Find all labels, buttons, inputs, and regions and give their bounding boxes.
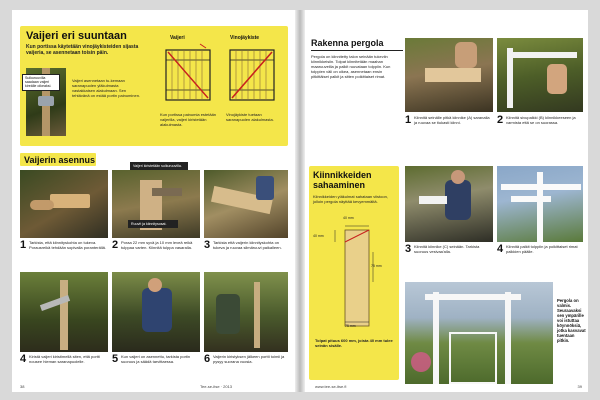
- step3-number: 3: [204, 239, 211, 251]
- callout-text: Vaijeri asennetaan tu-kemaan saranapuolen yläkulmasta vastakkaisen alakulmaan. Sen tehtävänä on estää portin painuminen.: [72, 78, 141, 98]
- left-page: [12, 10, 295, 392]
- right-step2-photo: [497, 38, 583, 112]
- step4-text: Kiristä vaijeri kiristimellä siten, että portti nousee hieman saranapuolelle.: [29, 354, 100, 364]
- step2-text: Poraa 22 mm syvä ja 10 mm leveä reikä tulppaa varten. Kiinnitä tulppa vasaralla.: [121, 240, 193, 250]
- title-rule: [311, 50, 403, 51]
- step3-photo: [204, 170, 288, 238]
- right-step3-photo: [405, 166, 493, 242]
- step1-text: Tarkista, että kiinnityskohta on tukeva. Porausreikä tehdään sopivalla poranterällä.: [29, 240, 106, 250]
- dim-left: 40 mm: [313, 234, 324, 238]
- step5-photo: [112, 272, 200, 352]
- diagram-brace-caption: Vinojäykiste tuetaan saranapuolen alakulmasta.: [226, 112, 274, 122]
- step5-number: 5: [112, 353, 119, 365]
- step6-text: Vaijerin kiristyksen jälkeen portti toimii ja pysyy suorana vuosia.: [213, 354, 285, 364]
- step2-number: 2: [112, 239, 119, 251]
- left-footer-magazine: Tee-se-itse · 2013: [200, 384, 233, 389]
- diagram-brace-label: Vinojäykiste: [230, 35, 260, 41]
- right-page-number: 39: [577, 384, 582, 389]
- right-step2-number: 2: [497, 114, 504, 126]
- right-step4-photo: [497, 166, 583, 242]
- step6-number: 6: [204, 353, 211, 365]
- right-page: [305, 10, 588, 392]
- step6-photo: [204, 272, 288, 352]
- photo-label-tensioner: Vaijeri kiristetään sulkuruuvilla.: [130, 162, 188, 170]
- step5-text: Kun vaijeri on asennettu, tarkista portin suoruus ja säädä tarvittaessa.: [121, 354, 191, 364]
- finished-caption: Pergola on valmis. Seuraavaksi sen ympärille voi istuttaa köynnöksiä, jotka kasvavat tuentaan pitkin.: [557, 298, 586, 343]
- step4-photo: [20, 272, 108, 352]
- right-step3-text: Kiinnitä kiinnike (C) seinään. Tarkista suoruus vesivaa'alla.: [414, 244, 480, 254]
- bracket-cutting-text: Kiinnikkeiden yläkulmat sahataan viistoon, jolloin pergola näyttää kevyemmältä.: [313, 194, 388, 204]
- banner-title: Vaijeri eri suuntaan: [26, 30, 127, 42]
- diagram-wire-caption: Kun portissa painumia estetään vaijerilla, vaijeri kiristetään alakulmasta.: [160, 112, 217, 127]
- right-step3-number: 3: [405, 243, 412, 255]
- step1-photo: [20, 170, 108, 238]
- right-step4-number: 4: [497, 243, 504, 255]
- pergola-title: Rakenna pergola: [311, 38, 384, 48]
- dim-mid: 75 mm: [371, 264, 382, 268]
- gate-diagram-brace: [224, 40, 280, 110]
- step3-text: Tarkista että vaijerin kiinnityskohta on tukeva ja ruuvaa silmäruuvi paikalleen.: [213, 240, 282, 250]
- right-step1-number: 1: [405, 114, 412, 126]
- diagram-wire-label: Vaijeri: [170, 35, 185, 41]
- finished-pergola-photo: [405, 282, 553, 384]
- gate-brace-svg: [224, 40, 280, 110]
- tensioner-callout-label: Sulkuruuvilla saadaan vaijeri kireälle oikeaksi.: [22, 74, 60, 91]
- step1-number: 1: [20, 239, 27, 251]
- photo-label-screws: Ruuvit ja kiinnitysosat.: [128, 220, 178, 228]
- bracket-diagram-svg: [325, 222, 389, 332]
- gate-wire-svg: [160, 40, 216, 110]
- banner-lead: Kun portissa käytetään vinojäykisteiden sijasta vaijeria, se asennetaan toisin päin.: [26, 44, 139, 56]
- bracket-cutting-title: Kiinnikkeiden sahaaminen: [313, 170, 372, 190]
- pergola-intro: Pergola on kiinnitetty talon seinään tukeviin kiinnikkeisiin. Tolpat kiinnitetään maahan maaruuveilla ja palkit ruuvataan tolppiin. Kun tolppien väli on oikea, asennetaan ensin pitkittäiset palkit ja sitten poikittaiset rimat.: [311, 54, 391, 79]
- bracket-diagram: [325, 222, 389, 332]
- gate-diagram-wire: [160, 40, 216, 110]
- step4-number: 4: [20, 353, 27, 365]
- page-gutter: [295, 10, 305, 392]
- dim-top: 40 mm: [343, 216, 354, 220]
- right-step4-text: Kiinnitä palkit tolppiin ja poikittaiset rimat palkkien päälle.: [506, 244, 578, 254]
- right-step1-photo: [405, 38, 493, 112]
- section-title: Vaijerin asennus: [24, 155, 96, 165]
- dim-bottom: 75 mm: [345, 324, 356, 328]
- right-step1-text: Kiinnitä seinälle pitkä kiinnike (A) saranalla ja ruuvaa se tiukasti kiinni.: [414, 115, 490, 125]
- right-step2-text: Kiinnitä sivupalkki (B) kiinnikkeeseen ja varmista että se on suorassa.: [506, 115, 576, 125]
- dim-caption: Tolpat pituus 600 mm, joista 40 mm tulee seinän sisälle.: [315, 338, 393, 348]
- left-page-number: 38: [20, 384, 25, 389]
- right-footer-url: www.tee-se-itse.fi: [315, 384, 347, 389]
